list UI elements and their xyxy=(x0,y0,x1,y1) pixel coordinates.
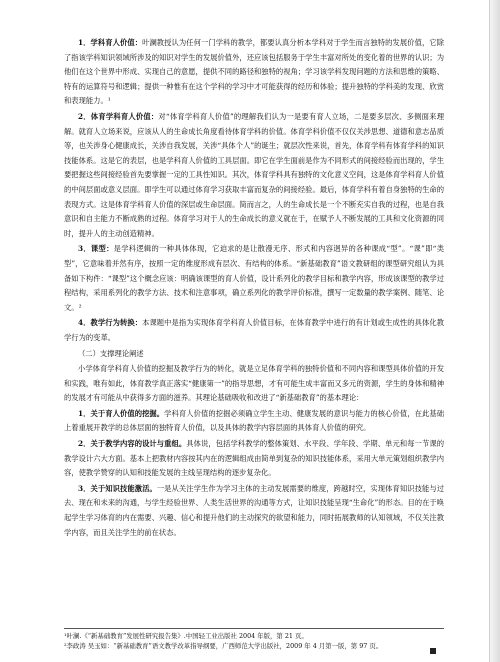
paragraph-text: 对“体育学科育人价值”的理解我们认为一是要有育人立场，二是要多层次、多侧面来理解。就育人立场来说，应该从人的生命成长角度看待体育学科的价值。体育学科价值不仅仅关涉思想、道德和意志品质等，也关涉身心健康成长，关涉自我发展，关涉“具体个人”的诞生；就层次性来说，首先，体育学科有体育学科的知识技能体系。这是它的表层，也是学科育人价值的工具层面。即它在学生面前是作为不同形式的间接经验而出现的，学生要把握这些间接经验首先要掌握一定的工具性知识。其次，体育学科具有独特的文化意义空间，这是体育学科育人价值的中间层面或意义层面。即学生可以通过体育学习获取丰富而复杂的间接经验。最后，体育学科有着自身独特的生命的表现方式。这是体育学科育人价值的深层或生命层面。简而言之，人的生命成长是一个不断充实自我的过程，也是自我意识和自主能力不断成熟的过程。体育学习对于人的生命成长的意义就在于，在赋予人不断发展的工具和文化资源的同时，提升人的主动创造精神。 xyxy=(64,111,444,238)
paragraph-lesson-type xyxy=(64,242,444,315)
footnote-1: ¹叶澜.《“新基础教育”发展性研究报告集》.中国轻工业出版社 2004 年版，第 21 页。 xyxy=(64,632,308,640)
page-edge-shadow xyxy=(489,0,500,662)
theory-heading: 2．关于教学内容的设计与重组。 xyxy=(78,439,187,449)
paragraph-pe-value xyxy=(64,110,444,241)
section-heading: （二）支撑理论阐述 xyxy=(78,349,144,359)
theory-heading: 3．关于知识技能激活。 xyxy=(78,483,157,493)
paragraph-text: 本课题中是指为实现体育学科育人价值目标，在体育教学中进行的有计划或生成性的具体化教学行为的变革。 xyxy=(64,318,445,342)
theory-value-mining xyxy=(64,407,444,436)
paragraph-text: 是学科逻辑的一种具体体现，它迫求的是让散漫无序、形式和内容迥异的各种课成“型”。“课”即“类型”，它意味着并然有序，按照一定的维度形成有层次、有结构的体系。“新基础教育”语文教研组的课型研究组认为具备如下构件：“课型”这个概念应该：明确该课型的育人价值，设计系列化的教学目标和教学内容，形成该课型的教学过程结构，采用系列化的教学方法、技术和注意事项，确立系列化的教学评价标准，撰写一定数量的教学案例、随笔、论文。² xyxy=(64,244,444,312)
theory-content-design xyxy=(64,437,444,481)
term-heading: 3．课型： xyxy=(78,244,114,254)
theory-text: 具体说，包括学科教学的整体策划、水平段、学年段、学期、单元和每一节课的教学设计六大方面。基本上把教材内容按其内在的逻辑组成由简单到复杂的知识技能体系，采用大单元策划组织教学内容，使教学赞穿的认知和技能发展的主线呈现结构的逐步复杂化。 xyxy=(64,439,444,478)
page-corner-mark xyxy=(430,648,436,654)
theory-text: 一是从关注学生作为学习主体的主动发展需要的维度，跨越时空，实现体育知识技能与过去、现在和未来的沟通，与学生经验世界、人类生活世界的沟通等方式，让知识技能呈现“生命化”的形态。目的在于唤起学生学习体育的内在需要、兴趣、信心和提升他们的主动探究的欲望和能力，同时拓展教师的认知领域，不仅关注教学内容，而且关注学生的前在状态。 xyxy=(64,483,445,537)
footnote-2: ²李政涛 吴玉如：“新基础教育”语文教学改革指导纲要，广西师范大学出版社，2009 年 4 月第一版，第 97 页。 xyxy=(64,642,383,650)
paragraph-subject-value xyxy=(64,36,444,109)
theory-text: 学科育人价值的挖掘必须确立学生主动、健康发展的意识与能力的核心价值，在此基础上着重展开教学的总体层面的独特育人价值，以及具体的教学内容层面的具体育人价值的研究。 xyxy=(64,408,444,433)
term-heading: 4．教学行为转换： xyxy=(78,318,143,328)
term-heading: 1．学科育人价值： xyxy=(78,38,143,47)
theory-knowledge-activation xyxy=(64,482,444,540)
paragraph-text: 叶澜教授认为任何一门学科的教学，都要认真分析本学科对于学生而言独特的发展价值，它除了指该学科知识领域所涉及的知识对学生的发展价值外，还应该包括服务于学生丰富对所处的变化着的世界的认识；为他们在这个世界中形成、实现自己的意愿，提供不同的路径和独特的视角；学习该学科发现问题的方法和思维的策略、特有的运算符号和逻辑；提供一种惟有在这个学科的学习中才可能获得的经历和体验；提升独特的学科美的发现、欣赏和表现能力。¹ xyxy=(64,38,445,106)
paragraph-behavior-change xyxy=(64,316,444,345)
footnotes xyxy=(64,628,444,651)
section-intro: 小学体育学科育人价值的挖掘及教学行为的转化，就是立足体育学科的独特价值和不同内容和课型具体价值的开发和实践，唯有如此，体育教学真正落实“健康第一”的指导思想，才有可能生成丰富而又多元的资源，学生的身体和精神的发展才有可能从中获得多方面的滋养。其理论基础吸收和改进了“新基础教育”的基本理论： xyxy=(64,364,444,403)
term-heading: 2．体育学科育人价值： xyxy=(78,111,159,121)
theory-heading: 1．关于育人价值的挖掘。 xyxy=(78,408,165,418)
body-text xyxy=(64,36,444,541)
